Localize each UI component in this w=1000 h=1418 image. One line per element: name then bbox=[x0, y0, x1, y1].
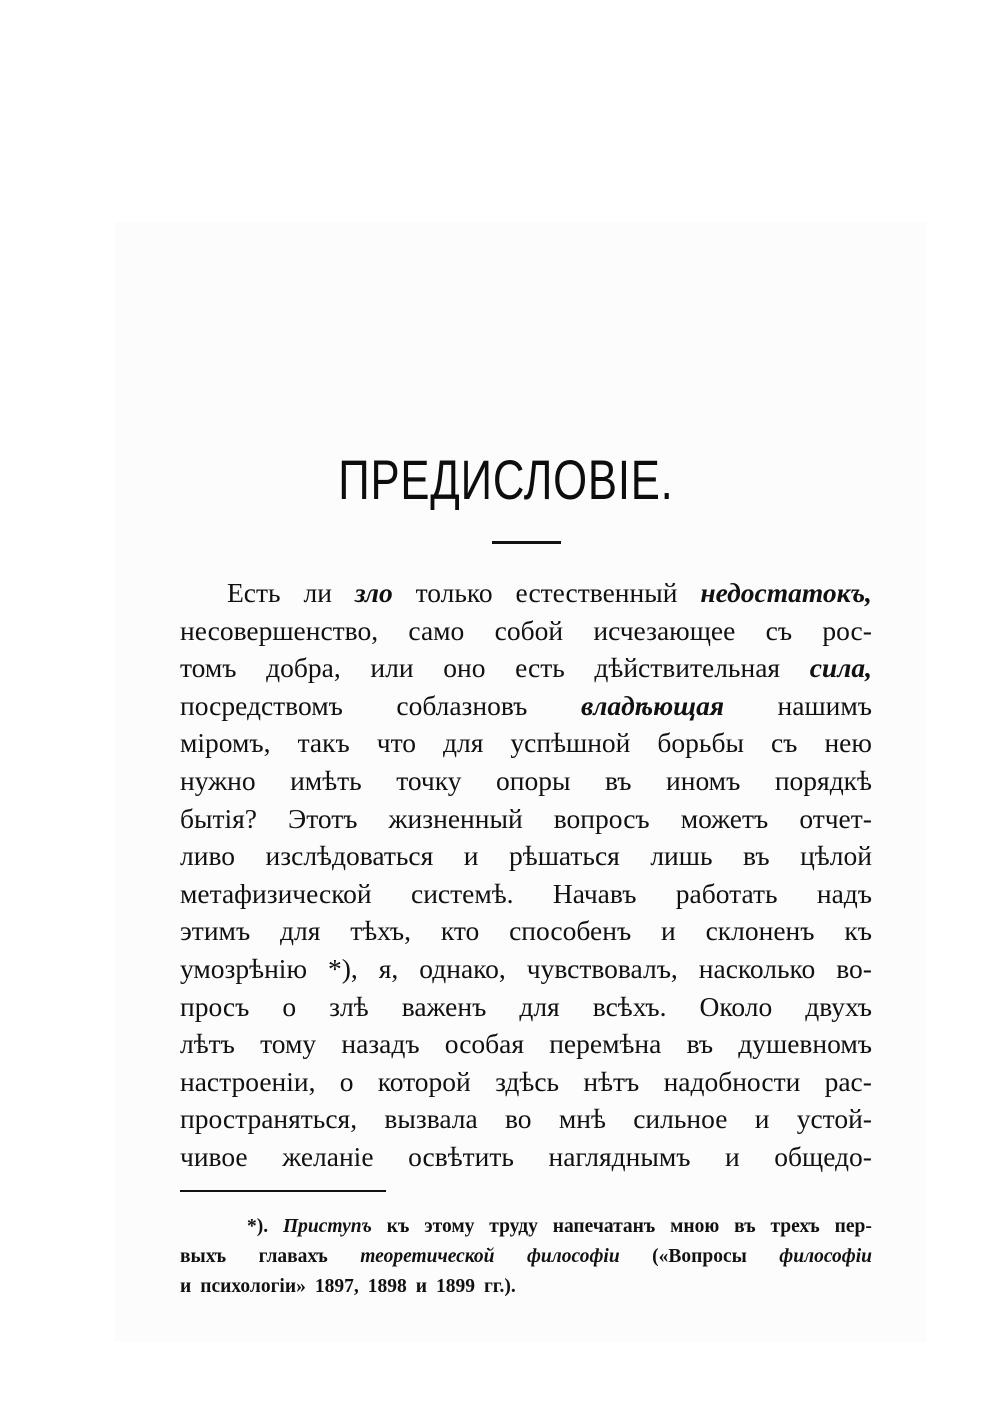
text-line bbox=[180, 950, 872, 988]
word: Около bbox=[699, 990, 773, 1022]
word: трехъ bbox=[770, 1216, 820, 1237]
word: просъ bbox=[180, 990, 250, 1022]
word: исчезающее bbox=[593, 614, 736, 646]
word: съ bbox=[770, 727, 798, 759]
word: («Вопросы bbox=[652, 1246, 747, 1267]
word: ли bbox=[303, 577, 332, 608]
footnote bbox=[180, 1212, 872, 1302]
word: съ bbox=[765, 614, 793, 646]
word: и bbox=[661, 915, 676, 947]
word: томъ bbox=[180, 652, 237, 684]
word: есть bbox=[515, 652, 565, 684]
word: пер- bbox=[834, 1216, 872, 1237]
text-line bbox=[180, 649, 872, 687]
word: надобности bbox=[663, 1065, 801, 1097]
word: метафизической bbox=[180, 877, 372, 909]
text-line bbox=[180, 837, 872, 875]
word: къ bbox=[386, 1216, 410, 1237]
text-line bbox=[180, 574, 872, 612]
emphasized-word: философіи bbox=[779, 1246, 872, 1267]
text-line bbox=[180, 1242, 872, 1272]
word: и bbox=[180, 1276, 192, 1297]
word: 1897, bbox=[314, 1276, 359, 1297]
word: рѣшаться bbox=[509, 840, 620, 872]
text-line bbox=[180, 988, 872, 1026]
word: нагляднымъ bbox=[548, 1140, 691, 1172]
word: и bbox=[725, 1140, 740, 1172]
word: работать bbox=[675, 877, 778, 909]
word: естественный bbox=[515, 577, 678, 608]
word: душевномъ bbox=[738, 1028, 872, 1060]
word: труду bbox=[489, 1216, 538, 1237]
text-line bbox=[180, 612, 872, 650]
word: насколько bbox=[698, 952, 816, 984]
word: настроеніи, bbox=[180, 1065, 316, 1097]
emphasized-word: владѣющая bbox=[580, 689, 724, 721]
text-line bbox=[180, 1100, 872, 1138]
word: умозрѣнію bbox=[180, 952, 307, 984]
emphasized-word: недостатокъ, bbox=[700, 577, 872, 608]
word: лѣтъ bbox=[180, 1028, 235, 1060]
word: вопросъ bbox=[553, 802, 650, 834]
word: надъ bbox=[816, 877, 872, 909]
word: или bbox=[370, 652, 414, 684]
text-line bbox=[180, 724, 872, 762]
word: о bbox=[282, 990, 297, 1022]
word: злѣ bbox=[329, 990, 369, 1022]
word: бытія? bbox=[180, 802, 257, 834]
word: гг.). bbox=[483, 1276, 516, 1297]
footnote-divider bbox=[180, 1190, 386, 1192]
word: и bbox=[754, 1103, 770, 1135]
word: 1898 bbox=[367, 1276, 407, 1297]
word: психологіи» bbox=[200, 1276, 306, 1297]
word: ливо bbox=[180, 840, 235, 872]
word: тому bbox=[260, 1028, 317, 1060]
word: имѣть bbox=[290, 764, 362, 796]
word: вызвала bbox=[384, 1103, 478, 1135]
text-line bbox=[180, 1025, 872, 1063]
word: устой- bbox=[796, 1103, 872, 1135]
word: кто bbox=[440, 915, 480, 947]
word: и bbox=[415, 1276, 427, 1297]
body-paragraph bbox=[180, 574, 872, 1176]
text-line bbox=[180, 687, 872, 725]
text-line bbox=[180, 1063, 872, 1101]
word: этимъ bbox=[180, 915, 251, 947]
word: *). bbox=[247, 1216, 269, 1237]
word: успѣшной bbox=[510, 727, 631, 759]
emphasized-word: сила, bbox=[809, 652, 872, 684]
title-divider bbox=[492, 541, 561, 544]
word: мнѣ bbox=[558, 1103, 606, 1135]
word: напечатанъ bbox=[552, 1216, 656, 1237]
word: 1899 bbox=[435, 1276, 475, 1297]
word: въ bbox=[734, 1216, 756, 1237]
word: иномъ bbox=[666, 764, 741, 796]
page-title: ПРЕДИСЛОВІЕ. bbox=[338, 448, 674, 511]
word: само bbox=[408, 614, 465, 646]
text-line bbox=[180, 912, 872, 950]
word: я, bbox=[378, 952, 399, 984]
word: несовершенство, bbox=[180, 614, 379, 646]
word: Есть bbox=[227, 577, 281, 608]
word: собой bbox=[494, 614, 564, 646]
text-line bbox=[180, 762, 872, 800]
word: двухъ bbox=[805, 990, 872, 1022]
word: рас- bbox=[824, 1065, 872, 1097]
word: точку bbox=[396, 764, 462, 796]
word: для bbox=[280, 915, 321, 947]
word: что bbox=[376, 727, 416, 759]
text-line bbox=[180, 800, 872, 838]
word: способенъ bbox=[509, 915, 632, 947]
word: всѣхъ. bbox=[592, 990, 667, 1022]
word: отчет- bbox=[799, 802, 872, 834]
word: главахъ bbox=[258, 1246, 328, 1267]
word: *), bbox=[327, 952, 358, 984]
text-line bbox=[180, 1212, 872, 1242]
word: для bbox=[443, 727, 484, 759]
word: освѣтить bbox=[408, 1140, 514, 1172]
word: о bbox=[339, 1065, 354, 1097]
word: желаніе bbox=[282, 1140, 374, 1172]
word: въ bbox=[743, 840, 770, 872]
word: тѣхъ, bbox=[350, 915, 411, 947]
word: жизненный bbox=[388, 802, 523, 834]
word: соблазновъ bbox=[396, 689, 528, 721]
word: особая bbox=[444, 1028, 525, 1060]
word: нужно bbox=[180, 764, 256, 796]
word: добра, bbox=[266, 652, 341, 684]
emphasized-word: теоретической bbox=[360, 1246, 495, 1267]
word: системѣ. bbox=[410, 877, 514, 909]
word: посредствомъ bbox=[180, 689, 343, 721]
word: этому bbox=[424, 1216, 475, 1237]
word: во bbox=[505, 1103, 532, 1135]
word: которой bbox=[377, 1065, 471, 1097]
word: цѣлой bbox=[800, 840, 872, 872]
word: оно bbox=[443, 652, 486, 684]
text-line bbox=[180, 1138, 872, 1176]
word: такъ bbox=[297, 727, 350, 759]
word: къ bbox=[844, 915, 872, 947]
emphasized-word: зло bbox=[354, 577, 393, 608]
word: можетъ bbox=[680, 802, 769, 834]
word: нею bbox=[824, 727, 872, 759]
word: міромъ, bbox=[180, 727, 271, 759]
word: пространяться, bbox=[180, 1103, 358, 1135]
word: выхъ bbox=[180, 1246, 227, 1267]
word: въ bbox=[604, 764, 632, 796]
word: изслѣдоваться bbox=[265, 840, 434, 872]
word: склоненъ bbox=[705, 915, 815, 947]
word: только bbox=[415, 577, 493, 608]
word: дѣйствительная bbox=[594, 652, 781, 684]
word: здѣсь bbox=[495, 1065, 560, 1097]
word: для bbox=[519, 990, 560, 1022]
word: Этотъ bbox=[288, 802, 358, 834]
word: нѣтъ bbox=[583, 1065, 640, 1097]
word: мною bbox=[670, 1216, 720, 1237]
text-line bbox=[180, 1272, 872, 1302]
word: и bbox=[463, 840, 479, 872]
word: въ bbox=[686, 1028, 714, 1060]
word: общедо- bbox=[774, 1140, 872, 1172]
word: перемѣна bbox=[549, 1028, 662, 1060]
word: нашимъ bbox=[777, 689, 872, 721]
word: опоры bbox=[496, 764, 571, 796]
word: однако, bbox=[419, 952, 506, 984]
word: порядкѣ bbox=[774, 764, 872, 796]
word: чувствовалъ, bbox=[526, 952, 678, 984]
word: чивое bbox=[180, 1140, 248, 1172]
word: важенъ bbox=[401, 990, 487, 1022]
word: рос- bbox=[822, 614, 872, 646]
word: назадъ bbox=[341, 1028, 420, 1060]
word: Начавъ bbox=[552, 877, 637, 909]
word: во- bbox=[836, 952, 872, 984]
word: лишь bbox=[650, 840, 713, 872]
emphasized-word: философіи bbox=[526, 1246, 620, 1267]
emphasized-word: Приступъ bbox=[283, 1216, 372, 1237]
word: сильное bbox=[633, 1103, 728, 1135]
text-line bbox=[180, 875, 872, 913]
word: борьбы bbox=[657, 727, 744, 759]
